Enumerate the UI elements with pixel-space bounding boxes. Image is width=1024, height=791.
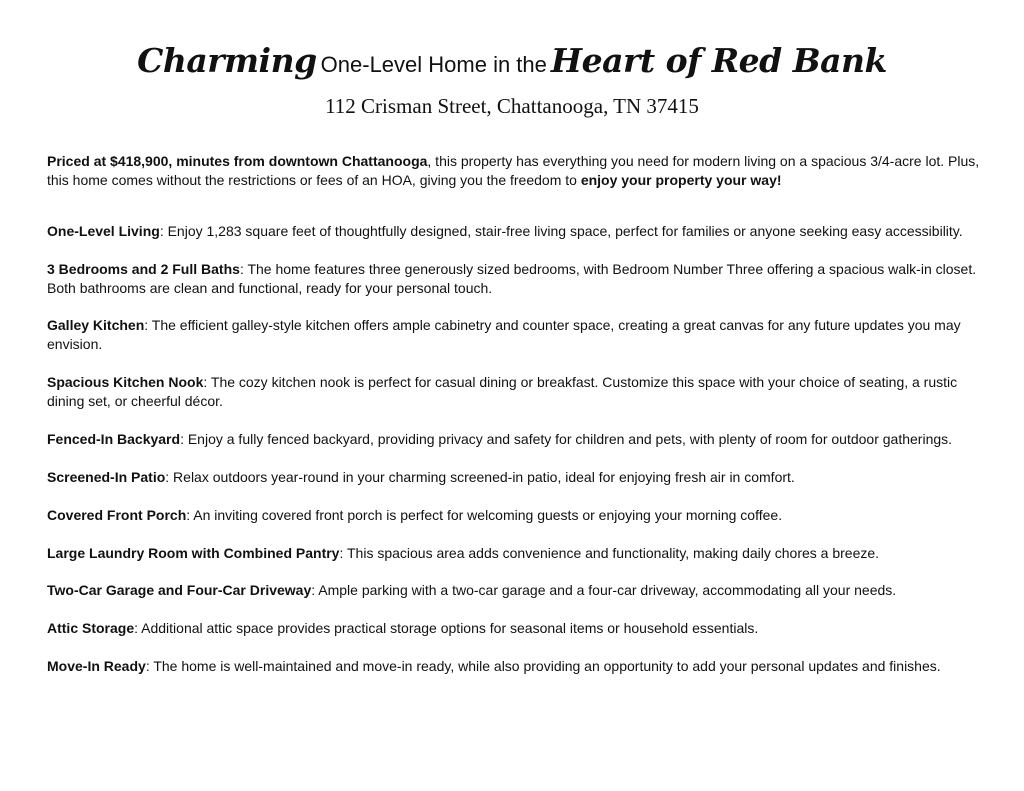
feature-paragraph <box>47 316 982 353</box>
feature-paragraph <box>47 657 982 676</box>
title-script-heart-of-red-bank: Heart of Red Bank <box>550 41 887 80</box>
title-plain-text: One-Level Home in the <box>320 52 547 77</box>
feature-label: Spacious Kitchen Nook <box>47 374 204 390</box>
feature-text: : Ample parking with a two-car garage and a four-car driveway, accommodating all your needs. <box>311 582 897 598</box>
title-script-charming: Charming <box>137 41 317 80</box>
feature-text: : The home features three generously sized bedrooms, with Bedroom Number Three offering a spacious walk-in closet. Both bathrooms are clean and functional, ready for your personal touch. <box>47 261 977 296</box>
feature-text: : Enjoy 1,283 square feet of thoughtfully designed, stair-free living space, perfect for families or anyone seeking easy accessibility. <box>159 223 963 239</box>
intro-bold-tail: enjoy your property your way! <box>580 171 782 188</box>
feature-paragraph <box>47 373 982 410</box>
intro-price-lead: Priced at $418,900, minutes from downtown Chattanooga <box>47 153 428 169</box>
intro-body: , this property has everything you need for modern living on a spacious 3/4-acre lot. Plus, this home comes without the restrictions or fees of an HOA, giving you the freedom to <box>47 153 980 188</box>
feature-label: Screened-In Patio <box>47 469 166 485</box>
feature-label: 3 Bedrooms and 2 Full Baths <box>47 261 240 277</box>
property-address: 112 Crisman Street, Chattanooga, TN 37415 <box>325 94 699 118</box>
feature-text: : Additional attic space provides practical storage options for seasonal items or household essentials. <box>134 620 759 636</box>
feature-paragraph <box>47 619 982 638</box>
feature-paragraph <box>47 430 982 449</box>
feature-text: : The home is well-maintained and move-in ready, while also providing an opportunity to add your personal updates and finishes. <box>145 658 941 674</box>
feature-label: Covered Front Porch <box>47 507 187 523</box>
feature-paragraph <box>47 581 982 600</box>
feature-label: Two-Car Garage and Four-Car Driveway <box>47 582 312 598</box>
page-title <box>0 41 1024 80</box>
feature-text: : Enjoy a fully fenced backyard, providing privacy and safety for children and pets, with plenty of room for outdoor gatherings. <box>180 431 953 447</box>
feature-label: One-Level Living <box>47 223 160 239</box>
feature-label: Fenced-In Backyard <box>47 431 181 447</box>
feature-label: Attic Storage <box>47 620 135 636</box>
feature-label: Large Laundry Room with Combined Pantry <box>47 545 340 561</box>
feature-paragraph <box>47 468 982 487</box>
feature-text: : An inviting covered front porch is perfect for welcoming guests or enjoying your morning coffee. <box>186 507 783 523</box>
feature-text: : Relax outdoors year-round in your charming screened-in patio, ideal for enjoying fresh air in comfort. <box>165 469 795 485</box>
feature-paragraph <box>47 506 982 525</box>
feature-paragraph <box>47 544 982 563</box>
feature-text: : The efficient galley-style kitchen offers ample cabinetry and counter space, creating a great canvas for any future updates you may envision. <box>47 317 961 352</box>
feature-label: Move-In Ready <box>47 658 146 674</box>
feature-label: Galley Kitchen <box>47 317 145 333</box>
feature-paragraph <box>47 260 982 297</box>
feature-text: : This spacious area adds convenience and functionality, making daily chores a breeze. <box>339 545 880 561</box>
feature-text: : The cozy kitchen nook is perfect for casual dining or breakfast. Customize this space with your choice of seating, a rustic dining set, or cheerful décor. <box>47 374 958 409</box>
feature-paragraph <box>47 222 982 241</box>
intro-paragraph <box>47 152 982 189</box>
